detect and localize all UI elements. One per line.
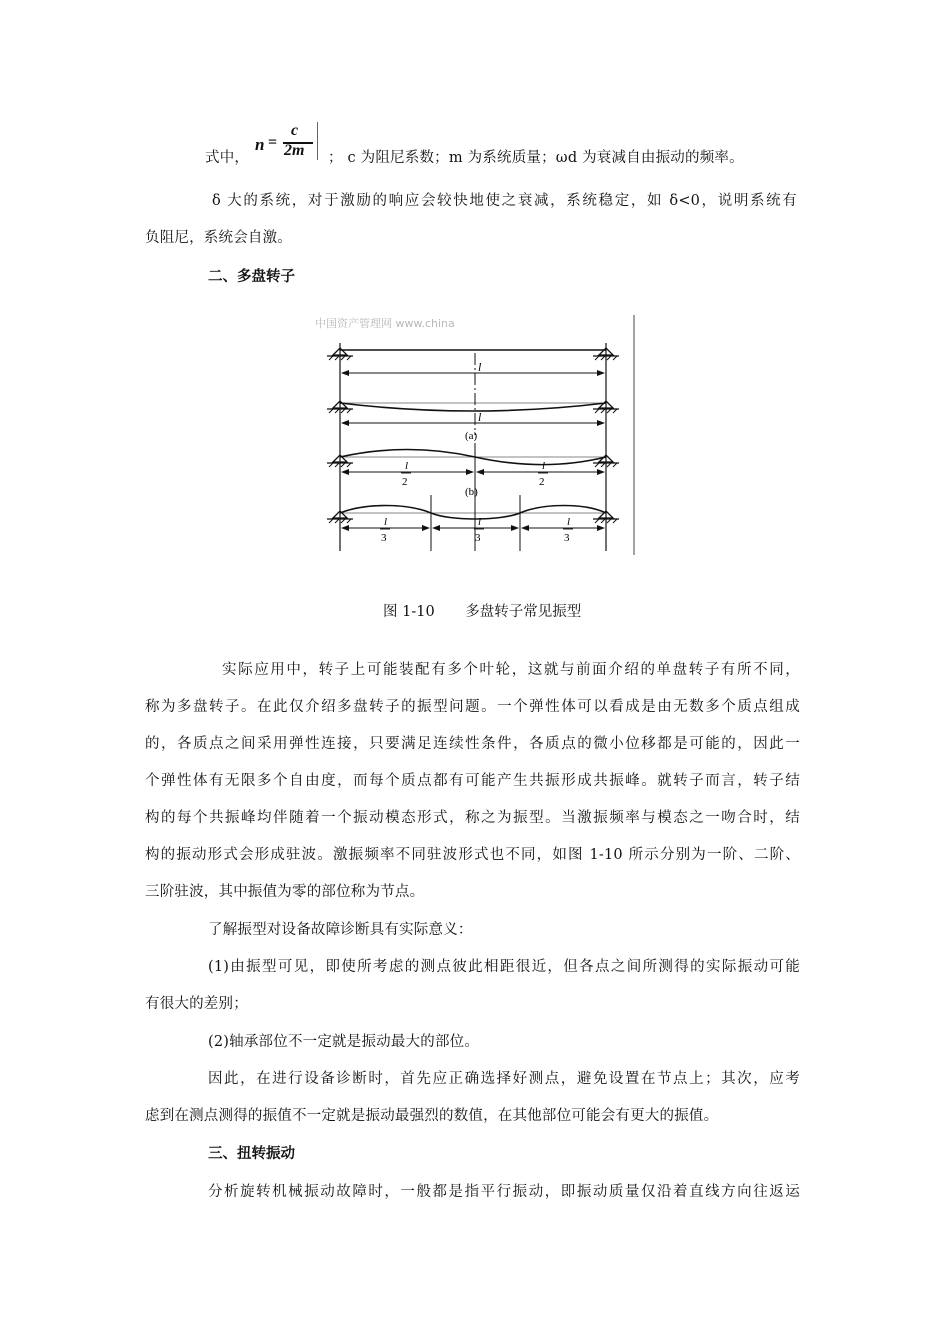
third-denominator: 3 — [381, 532, 387, 544]
formula-denominator: 2m — [284, 142, 305, 159]
mode-label-b: (b) — [465, 486, 478, 498]
shaft-row-1 — [327, 401, 619, 442]
third-denominator: 3 — [475, 532, 481, 544]
paragraph-line: 三阶驻波，其中振值为零的部位称为节点。 — [145, 884, 425, 900]
third-numerator: l — [384, 516, 388, 528]
paragraph-line: 的，各质点之间采用弹性连接，只要满足连续性条件，各质点的微小位移都是可能的，因此一 — [145, 736, 800, 752]
half-denominator: 2 — [402, 476, 408, 488]
figure-title: 多盘转子常见振型 — [465, 604, 582, 620]
third-denominator: 3 — [564, 532, 570, 544]
half-numerator: l — [542, 460, 546, 472]
half-numerator: l — [405, 460, 409, 472]
paragraph-line: 因此，在进行设备诊断时，首先应正确选择好测点，避免设置在节点上；其次，应考 — [208, 1071, 800, 1087]
figure-watermark: 中国资产管理网 www.china — [315, 317, 455, 330]
paragraph-line: 个弹性体有无限多个自由度，而每个质点都有可能产生共振形成共振峰。就转子而言，转子结 — [145, 773, 800, 789]
paragraph-line: 虑到在测点测得的振值不一定就是振动最强烈的数值，在其他部位可能会有更大的振值。 — [145, 1108, 719, 1124]
text-line: δ 大的系统，对于激励的响应会较快地使之衰减，系统稳定，如 δ<0，说明系统有 — [212, 193, 797, 209]
formula-eq: = — [268, 134, 278, 151]
dimension-label: l — [478, 410, 482, 424]
paragraph-line: 实际应用中，转子上可能装配有多个叶轮，这就与前面介绍的单盘转子有所不同， — [222, 662, 800, 678]
paragraph-line: 称为多盘转子。在此仅介绍多盘转子的振型问题。一个弹性体可以看成是由无数多个质点组成 — [145, 699, 800, 715]
formula-numerator: c — [291, 122, 299, 139]
paragraph-line: 构的振动形式会形成驻波。激振频率不同驻波形式也不同，如图 1-10 所示分别为一阶、二阶、 — [145, 847, 800, 863]
list-item-2: (2)轴承部位不一定就是振动最大的部位。 — [208, 1034, 480, 1050]
third-numerator: l — [478, 516, 482, 528]
damping-formula — [255, 122, 321, 162]
mode-shape-figure — [315, 315, 637, 555]
formula-border — [317, 122, 318, 160]
paragraph-line: 分析旋转机械振动故障时，一般都是指平行振动，即振动质量仅沿着直线方向往返运 — [208, 1184, 800, 1200]
list-item-1-cont: 有很大的差别； — [145, 996, 248, 1012]
section-heading-torsional-vibration: 三、扭转振动 — [208, 1146, 295, 1162]
shaft-row-2 — [327, 450, 619, 499]
figure-number: 图 1-10 — [383, 604, 435, 620]
formula-line-suffix: ； c 为阻尼系数；m 为系统质量；ωd 为衰减自由振动的频率。 — [328, 150, 744, 166]
list-item-1: (1)由振型可见，即使所考虑的测点彼此相距很近，但各点之间所测得的实际振动可能 — [208, 959, 800, 975]
paragraph-line: 构的每个共振峰均伴随着一个振动模态形式，称之为振型。当激振频率与模态之一吻合时，结 — [145, 810, 800, 826]
half-denominator: 2 — [539, 476, 545, 488]
text-line: 负阻尼，系统会自激。 — [145, 230, 292, 246]
paragraph-line: 了解振型对设备故障诊断具有实际意义： — [208, 922, 473, 938]
mode-shape-diagram — [315, 315, 637, 555]
formula-line-prefix: 式中， — [205, 150, 250, 166]
shaft-row-0 — [327, 348, 619, 374]
third-numerator: l — [567, 516, 571, 528]
figure-caption — [383, 600, 581, 621]
dimension-label: l — [478, 360, 482, 374]
shaft-row-3 — [327, 506, 619, 545]
mode-label-a: (a) — [465, 430, 478, 442]
section-heading-multi-disc-rotor: 二、多盘转子 — [208, 269, 295, 285]
formula-lhs: n — [255, 135, 265, 154]
